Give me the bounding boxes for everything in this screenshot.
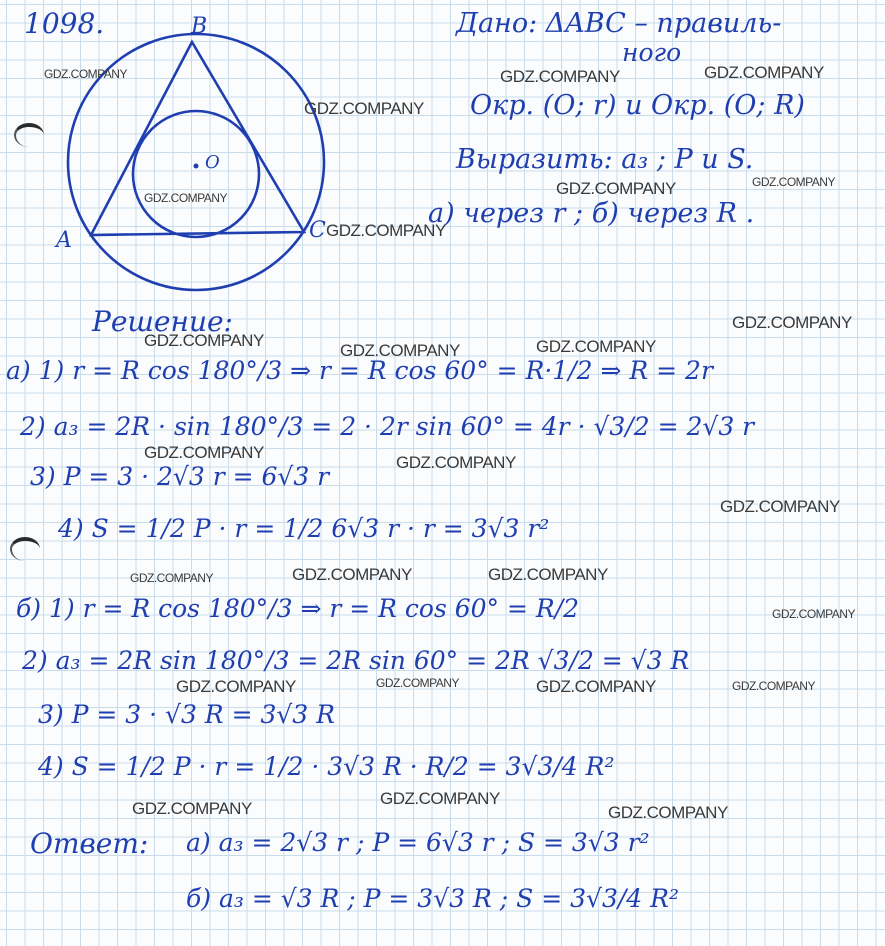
given-line-1: Дано: ΔABC – правиль- <box>456 8 782 39</box>
watermark: GDZ.COMPANY <box>340 341 460 360</box>
watermark: GDZ.COMPANY <box>144 191 227 205</box>
watermark: GDZ.COMPANY <box>396 453 516 472</box>
answer-a: а) a₃ = 2√3 r ; P = 6√3 r ; S = 3√3 r² <box>186 828 650 857</box>
vertex-label-b: B <box>191 14 208 39</box>
watermark: GDZ.COMPANY <box>144 443 264 462</box>
watermark: GDZ.COMPANY <box>556 179 676 198</box>
solution-a-step-2: 2) a₃ = 2R · sin 180°/3 = 2 · 2r sin 60° = 4r · √3/2 = 2√3 r <box>20 412 755 441</box>
given-line-3: Окр. (O; r) и Окр. (O; R) <box>470 90 805 121</box>
watermark: GDZ.COMPANY <box>292 565 412 584</box>
watermark: GDZ.COMPANY <box>704 63 824 82</box>
solution-b-step-3: 3) P = 3 · √3 R = 3√3 R <box>38 700 335 729</box>
watermark: GDZ.COMPANY <box>608 803 728 822</box>
answer-label: Ответ: <box>30 827 149 860</box>
center-point-o <box>194 164 199 169</box>
watermark: GDZ.COMPANY <box>536 677 656 696</box>
watermark: GDZ.COMPANY <box>752 175 835 189</box>
watermark: GDZ.COMPANY <box>176 677 296 696</box>
solution-a-step-3: 3) P = 3 · 2√3 r = 6√3 r <box>30 462 330 491</box>
watermark: GDZ.COMPANY <box>44 67 127 81</box>
solution-b-step-4: 4) S = 1/2 P · r = 1/2 · 3√3 R · R/2 = 3√3/4 R² <box>38 752 615 781</box>
solution-b-step-2: 2) a₃ = 2R sin 180°/3 = 2R sin 60° = 2R √3/2 = √3 R <box>22 646 690 675</box>
watermark: GDZ.COMPANY <box>488 565 608 584</box>
given-line-5: а) через r ; б) через R . <box>428 198 755 229</box>
watermark: GDZ.COMPANY <box>772 607 855 621</box>
watermark: GDZ.COMPANY <box>144 331 264 350</box>
watermark: GDZ.COMPANY <box>732 313 852 332</box>
task-number: 1098. <box>24 7 105 40</box>
watermark: GDZ.COMPANY <box>536 337 656 356</box>
center-label-o: O <box>205 152 220 173</box>
inscribed-circle <box>133 111 259 237</box>
answer-b: б) a₃ = √3 R ; P = 3√3 R ; S = 3√3/4 R² <box>186 884 679 913</box>
solution-a-step-4: 4) S = 1/2 P · r = 1/2 6√3 r · r = 3√3 r² <box>58 514 550 543</box>
vertex-label-c: C <box>309 218 326 243</box>
watermark: GDZ.COMPANY <box>500 67 620 86</box>
watermark: GDZ.COMPANY <box>732 679 815 693</box>
given-line-2: ного <box>622 38 682 67</box>
solution-a-step-1: а) 1) r = R cos 180°/3 ⇒ r = R cos 60° = R·1/2 ⇒ R = 2r <box>6 356 713 385</box>
given-line-4: Выразить: a₃ ; P и S. <box>456 144 754 175</box>
watermark: GDZ.COMPANY <box>376 676 459 690</box>
watermark: GDZ.COMPANY <box>132 799 252 818</box>
solution-heading: Решение: <box>92 305 233 338</box>
solution-b-step-1: б) 1) r = R cos 180°/3 ⇒ r = R cos 60° = R/2 <box>16 594 580 623</box>
watermark: GDZ.COMPANY <box>326 221 446 240</box>
watermark: GDZ.COMPANY <box>304 99 424 118</box>
watermark: GDZ.COMPANY <box>380 789 500 808</box>
watermark: GDZ.COMPANY <box>130 571 213 585</box>
watermark: GDZ.COMPANY <box>720 497 840 516</box>
vertex-label-a: A <box>56 228 72 253</box>
